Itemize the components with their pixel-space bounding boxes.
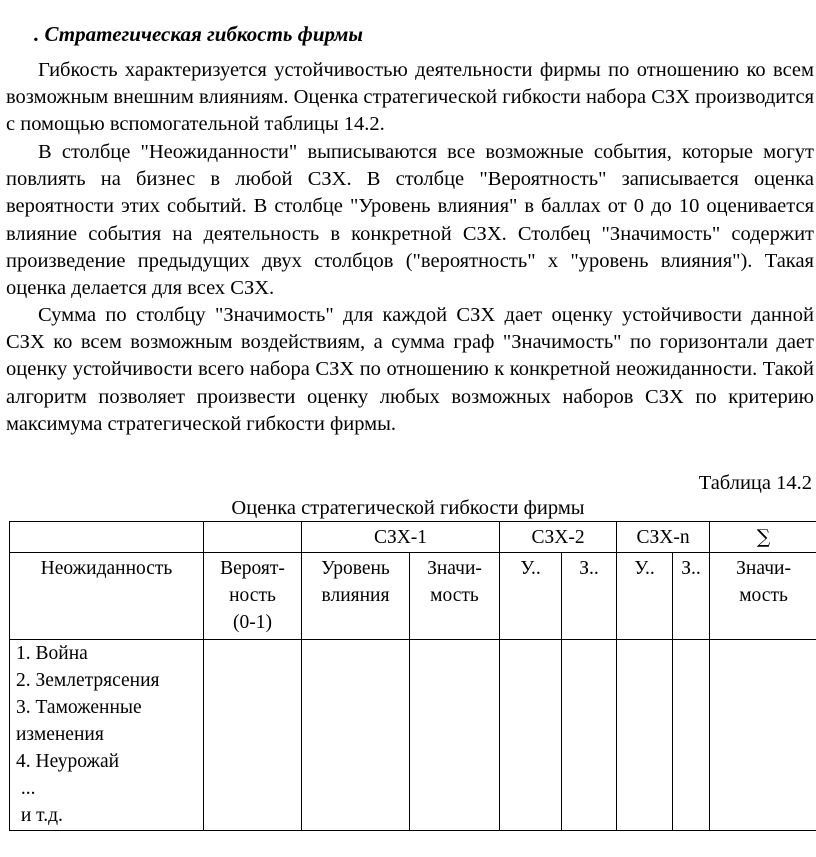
events-cell — [10, 640, 204, 831]
group-szh-2: СЗХ-2 — [500, 522, 617, 553]
event-item: и т.д. — [16, 805, 63, 826]
empty-cell — [710, 640, 816, 831]
empty-cell — [617, 640, 673, 831]
header-significance-szh1 — [410, 553, 500, 640]
header-probability-line: ность — [229, 585, 276, 606]
table-body-row — [10, 640, 816, 831]
header-significance-total-line: Значи- — [736, 558, 791, 579]
header-probability — [204, 553, 302, 640]
header-probability-line: (0-1) — [233, 612, 272, 633]
event-item: ... — [16, 778, 36, 799]
header-significance-total-line: мость — [739, 585, 788, 606]
group-sum-sigma: ∑ — [710, 522, 816, 553]
header-influence-line: влияния — [321, 585, 390, 606]
group-szh-1: СЗХ-1 — [302, 522, 500, 553]
header-probability-line: Вероят- — [220, 558, 285, 579]
empty-cell — [302, 640, 410, 831]
event-item: 4. Неурожай — [16, 751, 120, 772]
header-significance-line: Значи- — [427, 558, 482, 579]
header-event: Неожиданность — [10, 553, 204, 640]
header-significance-total — [710, 553, 816, 640]
event-item: 3. Таможенные — [16, 697, 142, 718]
paragraph-2: В столбце "Неожиданности" выписываются все возможные события, которые могут повлиять на бизнес в любой СЗХ. В столбце "Вероятность" записывается оценка вероятности этих событий. В столбце "Уровень влияния" в баллах от 0 до 10 оценивается влияние события на деятельность в конкретной СЗХ. Столбец "Значимость" содержит произведение предыдущих двух столбцов ("вероятность" х "уровень влияния"). Такая оценка делается для всех СЗХ. — [6, 141, 814, 300]
empty-cell — [10, 522, 204, 553]
empty-cell — [204, 522, 302, 553]
header-u-szh2: У.. — [500, 553, 562, 640]
event-item: изменения — [16, 724, 104, 745]
event-item: 1. Война — [16, 643, 88, 664]
header-significance-line: мость — [430, 585, 479, 606]
header-u-szhn: У.. — [617, 553, 673, 640]
empty-cell — [204, 640, 302, 831]
empty-cell — [410, 640, 500, 831]
table-group-row — [10, 522, 816, 553]
paragraph-3: Сумма по столбцу "Значимость" для каждой СЗХ дает оценку устойчивости данной СЗХ ко всем возможным воздействиям, а сумма граф "Значимость" по горизонтали дает оценку устойчивости всего набора СЗХ по отношению к конкретной неожиданности. Такой алгоритм позволяет произвести оценку любых возможных наборов СЗХ по критерию максимума стратегической гибкости фирмы. — [6, 304, 814, 435]
event-item: 2. Землетрясения — [16, 670, 160, 691]
flexibility-table — [9, 521, 816, 831]
header-influence-line: Уровень — [321, 558, 390, 579]
section-heading: . Стратегическая гибкость фирмы — [34, 22, 363, 46]
table-number: Таблица 14.2 — [698, 472, 812, 494]
header-z-szh2: З.. — [562, 553, 617, 640]
table-caption: Оценка стратегической гибкости фирмы — [231, 497, 585, 519]
header-influence-szh1 — [302, 553, 410, 640]
empty-cell — [500, 640, 562, 831]
group-szh-n: СЗХ-n — [617, 522, 710, 553]
paragraph-1: Гибкость характеризуется устойчивостью деятельности фирмы по отношению ко всем возможным внешним влияниям. Оценка стратегической гибкости набора СЗХ производится с помощью вспомогательной таблицы 14.2. — [6, 59, 814, 136]
table-header-row — [10, 553, 816, 640]
empty-cell — [562, 640, 617, 831]
empty-cell — [673, 640, 710, 831]
header-z-szhn: З.. — [673, 553, 710, 640]
